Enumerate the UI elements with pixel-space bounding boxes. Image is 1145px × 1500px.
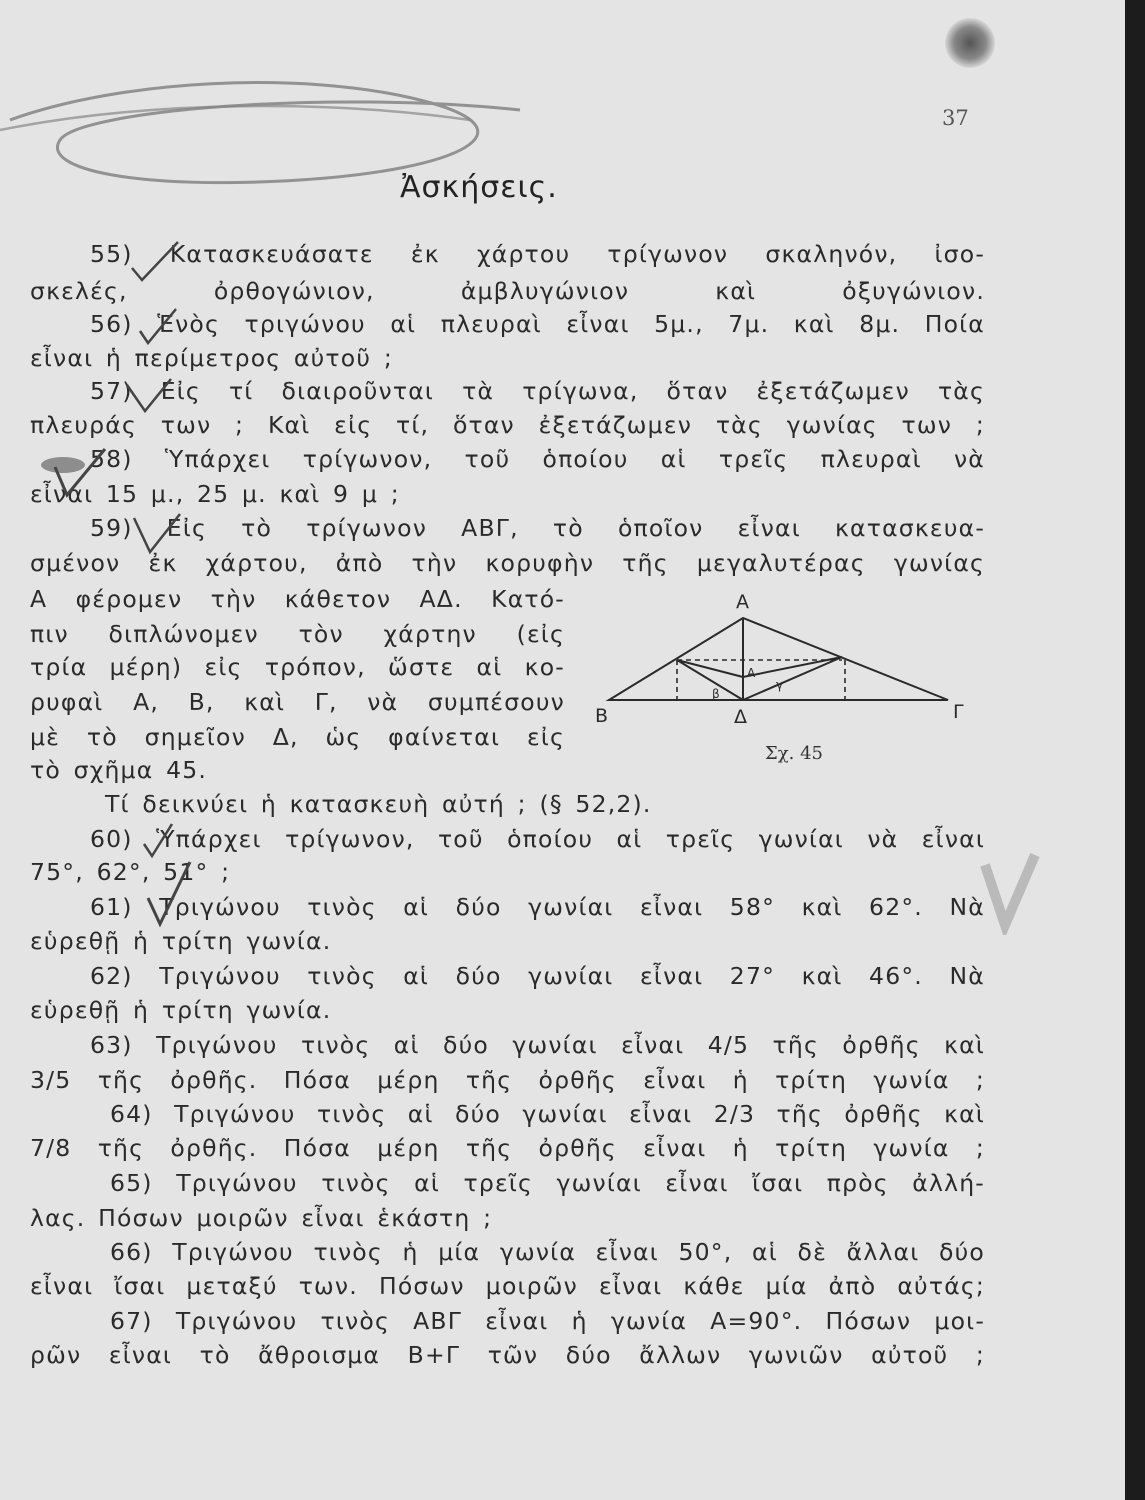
page-number: 37 <box>942 106 969 130</box>
text-line: 55) Κατασκευάσατε ἐκ χάρτου τρίγωνον σκαληνόν, ἰσο- <box>90 240 985 268</box>
text-line: εἶναι 15 μ., 25 μ. καὶ 9 μ ; <box>30 480 400 508</box>
text-line: μὲ τὸ σημεῖον Δ, ὡς φαίνεται εἰς <box>30 723 565 751</box>
figure-caption: Σχ. 45 <box>765 743 823 764</box>
text-line: 67) Τριγώνου τινὸς ΑΒΓ εἶναι ἡ γωνία Α=90°. Πόσων μοι- <box>110 1307 985 1335</box>
pencil-checkmark-icon <box>132 512 192 557</box>
inner-label-g: γ <box>776 678 784 692</box>
vertex-label-d: Δ <box>734 706 747 728</box>
pencil-checkmark-icon <box>128 240 188 285</box>
vertex-label-g: Γ <box>953 701 964 723</box>
text-line: 75°, 62°, 51° ; <box>30 858 231 886</box>
text-line: εὑρεθῇ ἡ τρίτη γωνία. <box>30 927 332 955</box>
text-line: 57) Εἰς τί διαιροῦνται τὰ τρίγωνα, ὅταν ἐξετάζωμεν τὰς <box>90 377 985 405</box>
inner-label-b: β <box>712 687 720 701</box>
text-line: 60) Ὑπάρχει τρίγωνον, τοῦ ὁποίου αἱ τρεῖς γωνίαι νὰ εἶναι <box>90 825 985 853</box>
vertex-label-a: Α <box>736 591 749 613</box>
text-line: πιν διπλώνομεν τὸν χάρτην (εἰς <box>30 620 565 648</box>
text-line: σμένον ἐκ χάρτου, ἀπὸ τὴν κορυφὴν τῆς μεγαλυτέρας γωνίας <box>30 549 985 577</box>
text-line: τὸ σχῆμα 45. <box>30 756 208 784</box>
section-title: Ἀσκήσεις. <box>400 170 558 205</box>
text-line: 3/5 τῆς ὀρθῆς. Πόσα μέρη τῆς ὀρθῆς εἶναι ἡ τρίτη γωνία ; <box>30 1066 985 1094</box>
text-line: 7/8 τῆς ὀρθῆς. Πόσα μέρη τῆς ὀρθῆς εἶναι ἡ τρίτη γωνία ; <box>30 1134 985 1162</box>
text-line: 58) Ὑπάρχει τρίγωνον, τοῦ ὁποίου αἱ τρεῖς πλευραὶ νὰ <box>90 445 985 473</box>
fold-line-a1 <box>677 660 743 677</box>
text-line: 65) Τριγώνου τινὸς αἱ τρεῖς γωνίαι εἶναι ἴσαι πρὸς ἀλλή- <box>110 1169 985 1197</box>
text-line: 56) Ἑνὸς τριγώνου αἱ πλευραὶ εἶναι 5μ., 7μ. καὶ 8μ. Ποία <box>90 310 985 338</box>
fold-line-a2 <box>743 657 842 677</box>
pencil-smudge <box>975 845 1045 935</box>
pencil-checkmark-icon <box>140 822 180 862</box>
text-line: 66) Τριγώνου τινὸς ἡ μία γωνία εἶναι 50°, αἱ δὲ ἄλλαι δύο <box>110 1238 985 1266</box>
triangle-figure-45 <box>595 588 975 738</box>
text-line: λας. Πόσων μοιρῶν εἶναι ἑκάστη ; <box>30 1204 493 1232</box>
text-line: ρυφαὶ Α, Β, καὶ Γ, νὰ συμπέσουν <box>30 688 565 716</box>
text-line: Α φέρομεν τὴν κάθετον ΑΔ. Κατό- <box>30 585 565 613</box>
text-line: 64) Τριγώνου τινὸς αἱ δύο γωνίαι εἶναι 2/3 τῆς ὀρθῆς καὶ <box>110 1100 985 1128</box>
pencil-checkmark-icon <box>125 377 185 417</box>
pencil-checkmark-icon <box>136 307 186 347</box>
pencil-checkmark-icon <box>140 860 200 930</box>
vertex-label-b: Β <box>595 705 609 727</box>
text-line: πλευράς των ; Καὶ εἰς τί, ὅταν ἐξετάζωμεν τὰς γωνίας των ; <box>30 411 985 439</box>
text-line: Τί δεικνύει ἡ κατασκευὴ αὐτή ; (§ 52,2). <box>105 790 652 818</box>
inner-label-a: Α <box>747 666 756 680</box>
text-line: ρῶν εἶναι τὸ ἄθροισμα Β+Γ τῶν δύο ἄλλων γωνιῶν αὐτοῦ ; <box>30 1341 985 1369</box>
text-line: 59) Εἰς τὸ τρίγωνον ΑΒΓ, τὸ ὁποῖον εἶναι κατασκευα- <box>90 514 985 542</box>
text-line: εἶναι ἡ περίμετρος αὐτοῦ ; <box>30 344 393 372</box>
text-line: σκελές, ὀρθογώνιον, ἀμβλυγώνιον καὶ ὀξυγώνιον. <box>30 277 985 305</box>
fold-line-g <box>743 657 842 700</box>
pencil-checkmark-icon <box>35 445 115 500</box>
text-line: εἶναι ἴσαι μεταξύ των. Πόσων μοιρῶν εἶναι κάθε μία ἀπὸ αὐτάς; <box>30 1272 985 1300</box>
text-line: τρία μέρη) εἰς τρόπον, ὥστε αἱ κο- <box>30 653 565 681</box>
text-line: 61) Τριγώνου τινὸς αἱ δύο γωνίαι εἶναι 58° καὶ 62°. Νὰ <box>90 893 985 921</box>
fold-line-b <box>677 660 743 700</box>
ink-blot <box>945 18 995 68</box>
text-line: εὑρεθῇ ἡ τρίτη γωνία. <box>30 996 332 1024</box>
text-line: 63) Τριγώνου τινὸς αἱ δύο γωνίαι εἶναι 4/5 τῆς ὀρθῆς καὶ <box>90 1031 985 1059</box>
text-line: 62) Τριγώνου τινὸς αἱ δύο γωνίαι εἶναι 27° καὶ 46°. Νὰ <box>90 962 985 990</box>
